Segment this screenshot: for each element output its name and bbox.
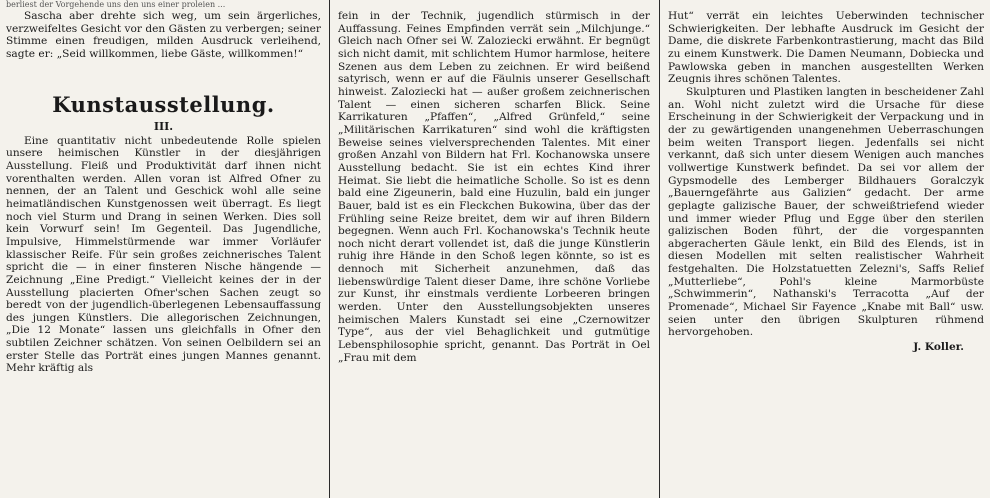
article-heading: Kunstausstellung. (52, 91, 275, 117)
article-paragraph: fein in der Technik, jugendlich stürmisch in der Auffassung. Feines Empfinden verrät sein „Milchjunge.“ Gleich nach Ofner sei W. Zaloziecki erwähnt. Er begnügt sich nicht damit, mit schlichtem Humor harmlose, heitere Szenen aus dem Leben zu zeichnen. Er wird beißend satyrisch, wenn er auf die Fäulnis unserer Gesellschaft hinweist. Zaloziecki hat — außer großem zeichnerischen Talent — einen sicheren scharfen Blick. Seine Karrikaturen „Pfaffen“, „Alfred Grünfeld,“ seine „Militärischen Karrikaturen“ sind wohl die kräftigsten Beweise seines vielversprechenden Talentes. Mit einer großen Anzahl von Bildern hat Frl. Kochanowska unsere Ausstellung bedacht. Sie ist ein echtes Kind ihrer Heimat. Sie liebt die heimatliche Scholle. So ist es denn bald eine Zigeunerin, bald eine Huzulin, bald ein junger Bauer, bald ist es ein Fleckchen Bukowina, über das der Frühling seine Reize breitet, dem wir auf ihren Bildern begegnen. Wenn auch Frl. Kochanowska's Technik heute noch nicht derart vollendet ist, daß die junge Künstlerin ruhig ihre Hände in den Schoß legen könnte, so ist es dennoch mit Sicherheit anzunehmen, daß das liebenswürdige Talent dieser Dame, ihre schöne Vorliebe zur Kunst, ihr einstmals verdiente Lorbeeren bringen werden. Unter den Ausstellungsobjekten unseres heimischen Malers Kunstadt sei eine „Czernowitzer Type“, aus der viel Behaglichkeit und gutmütige Lebensphilosophie spricht, genannt. Das Porträt in Oel „Frau mit dem (338, 10, 650, 364)
column-middle (338, 10, 650, 496)
column-divider (329, 0, 330, 498)
article-part-number: III. (153, 119, 174, 133)
story-ending: Sascha aber drehte sich weg, um sein ärgerliches, verzweifeltes Gesicht vor den Gästen zu verbergen; seiner Stimme einen freudigen, milden Ausdruck verleihend, sagte er: „Seid willkommen, liebe Gäste, willkommen!“ (6, 10, 321, 60)
column-right (668, 10, 984, 496)
column-divider (659, 0, 660, 498)
article-paragraph: Eine quantitativ nicht unbedeutende Rolle spielen unsere heimischen Künstler in der diesjährigen Ausstellung. Fleiß und Produktivität darf ihnen nicht vorenthalten werden. Allen voran ist Alfred Ofner zu nennen, der an Talent und Geschick wohl alle seine heimatländischen Kunstgenossen weit überragt. Es liegt noch viel Sturm und Drang in seinen Werken. Dies soll kein Vorwurf sein! Im Gegenteil. Das Jugendliche, Impulsive, Himmelstürmende war immer Vorläufer klassischer Reife. Für sein großes zeichnerisches Talent spricht die — in einer finsteren Nische hängende — Zeichnung „Eine Predigt.“ Vielleicht keines der in der Ausstellung placierten Ofner'schen Sachen zeugt so beredt von der jugendlich-überlegenen Lebensauffassung des jungen Künstlers. Die allegorischen Zeichnungen, „Die 12 Monate“ lassen uns gleichfalls in Ofner den subtilen Zeichner schätzen. Von seinen Oelbildern sei an erster Stelle das Porträt eines jungen Mannes genannt. Mehr kräftig als (6, 134, 321, 375)
column-left (6, 10, 321, 496)
cut-off-top-line: berliest der Vorgehende uns den uns einer proleien ... (6, 0, 226, 9)
article-paragraph: Hut“ verrät ein leichtes Ueberwinden technischer Schwierigkeiten. Der lebhafte Ausdruck im Gesicht der Dame, die diskrete Farbenkontrastierung, macht das Bild zu einem Kunstwerk. Die Damen Neumann, Dobiecka und Pawlowska geben in manchen ausgestellten Werken Zeugnis ihres schönen Talentes. (668, 10, 984, 86)
author-signature: J. Koller. (913, 341, 964, 354)
article-paragraph: Skulpturen und Plastiken langten in bescheidener Zahl an. Wohl nicht zuletzt wird die Ursache für diese Erscheinung in der Schwierigkeit der Verpackung und in der zu gewärtigenden unangenehmen Ueberraschungen beim weiten Transport liegen. Jedenfalls sei nicht verkannt, daß sich unter diesem Wenigen auch manches vollwertige Kunstwerk befindet. Da sei vor allem der Gypsmodelle des Lemberger Bildhauers Goralczyk „Bauerngefährte aus Galizien“ gedacht. Der arme geplagte galizische Bauer, der schweißtriefend wieder und immer wieder Pflug und Egge über den sterilen galizischen Boden führt, der die vorgespannten abgeracherten Gäule lenkt, ein Bild des Elends, ist in diesen Modellen mit selten realistischer Wahrheit festgehalten. Die Holzstatuetten Zelezni's, Saffs Relief „Mutterliebe“, Pohl's kleine Marmorbüste „Schwimmerin“, Nathanski's Terracotta „Auf der Promenade“, Michael Sir Fayence „Knabe mit Ball“ usw. seien unter den übrigen Skulpturen rühmend hervorgehoben. (668, 85, 984, 339)
